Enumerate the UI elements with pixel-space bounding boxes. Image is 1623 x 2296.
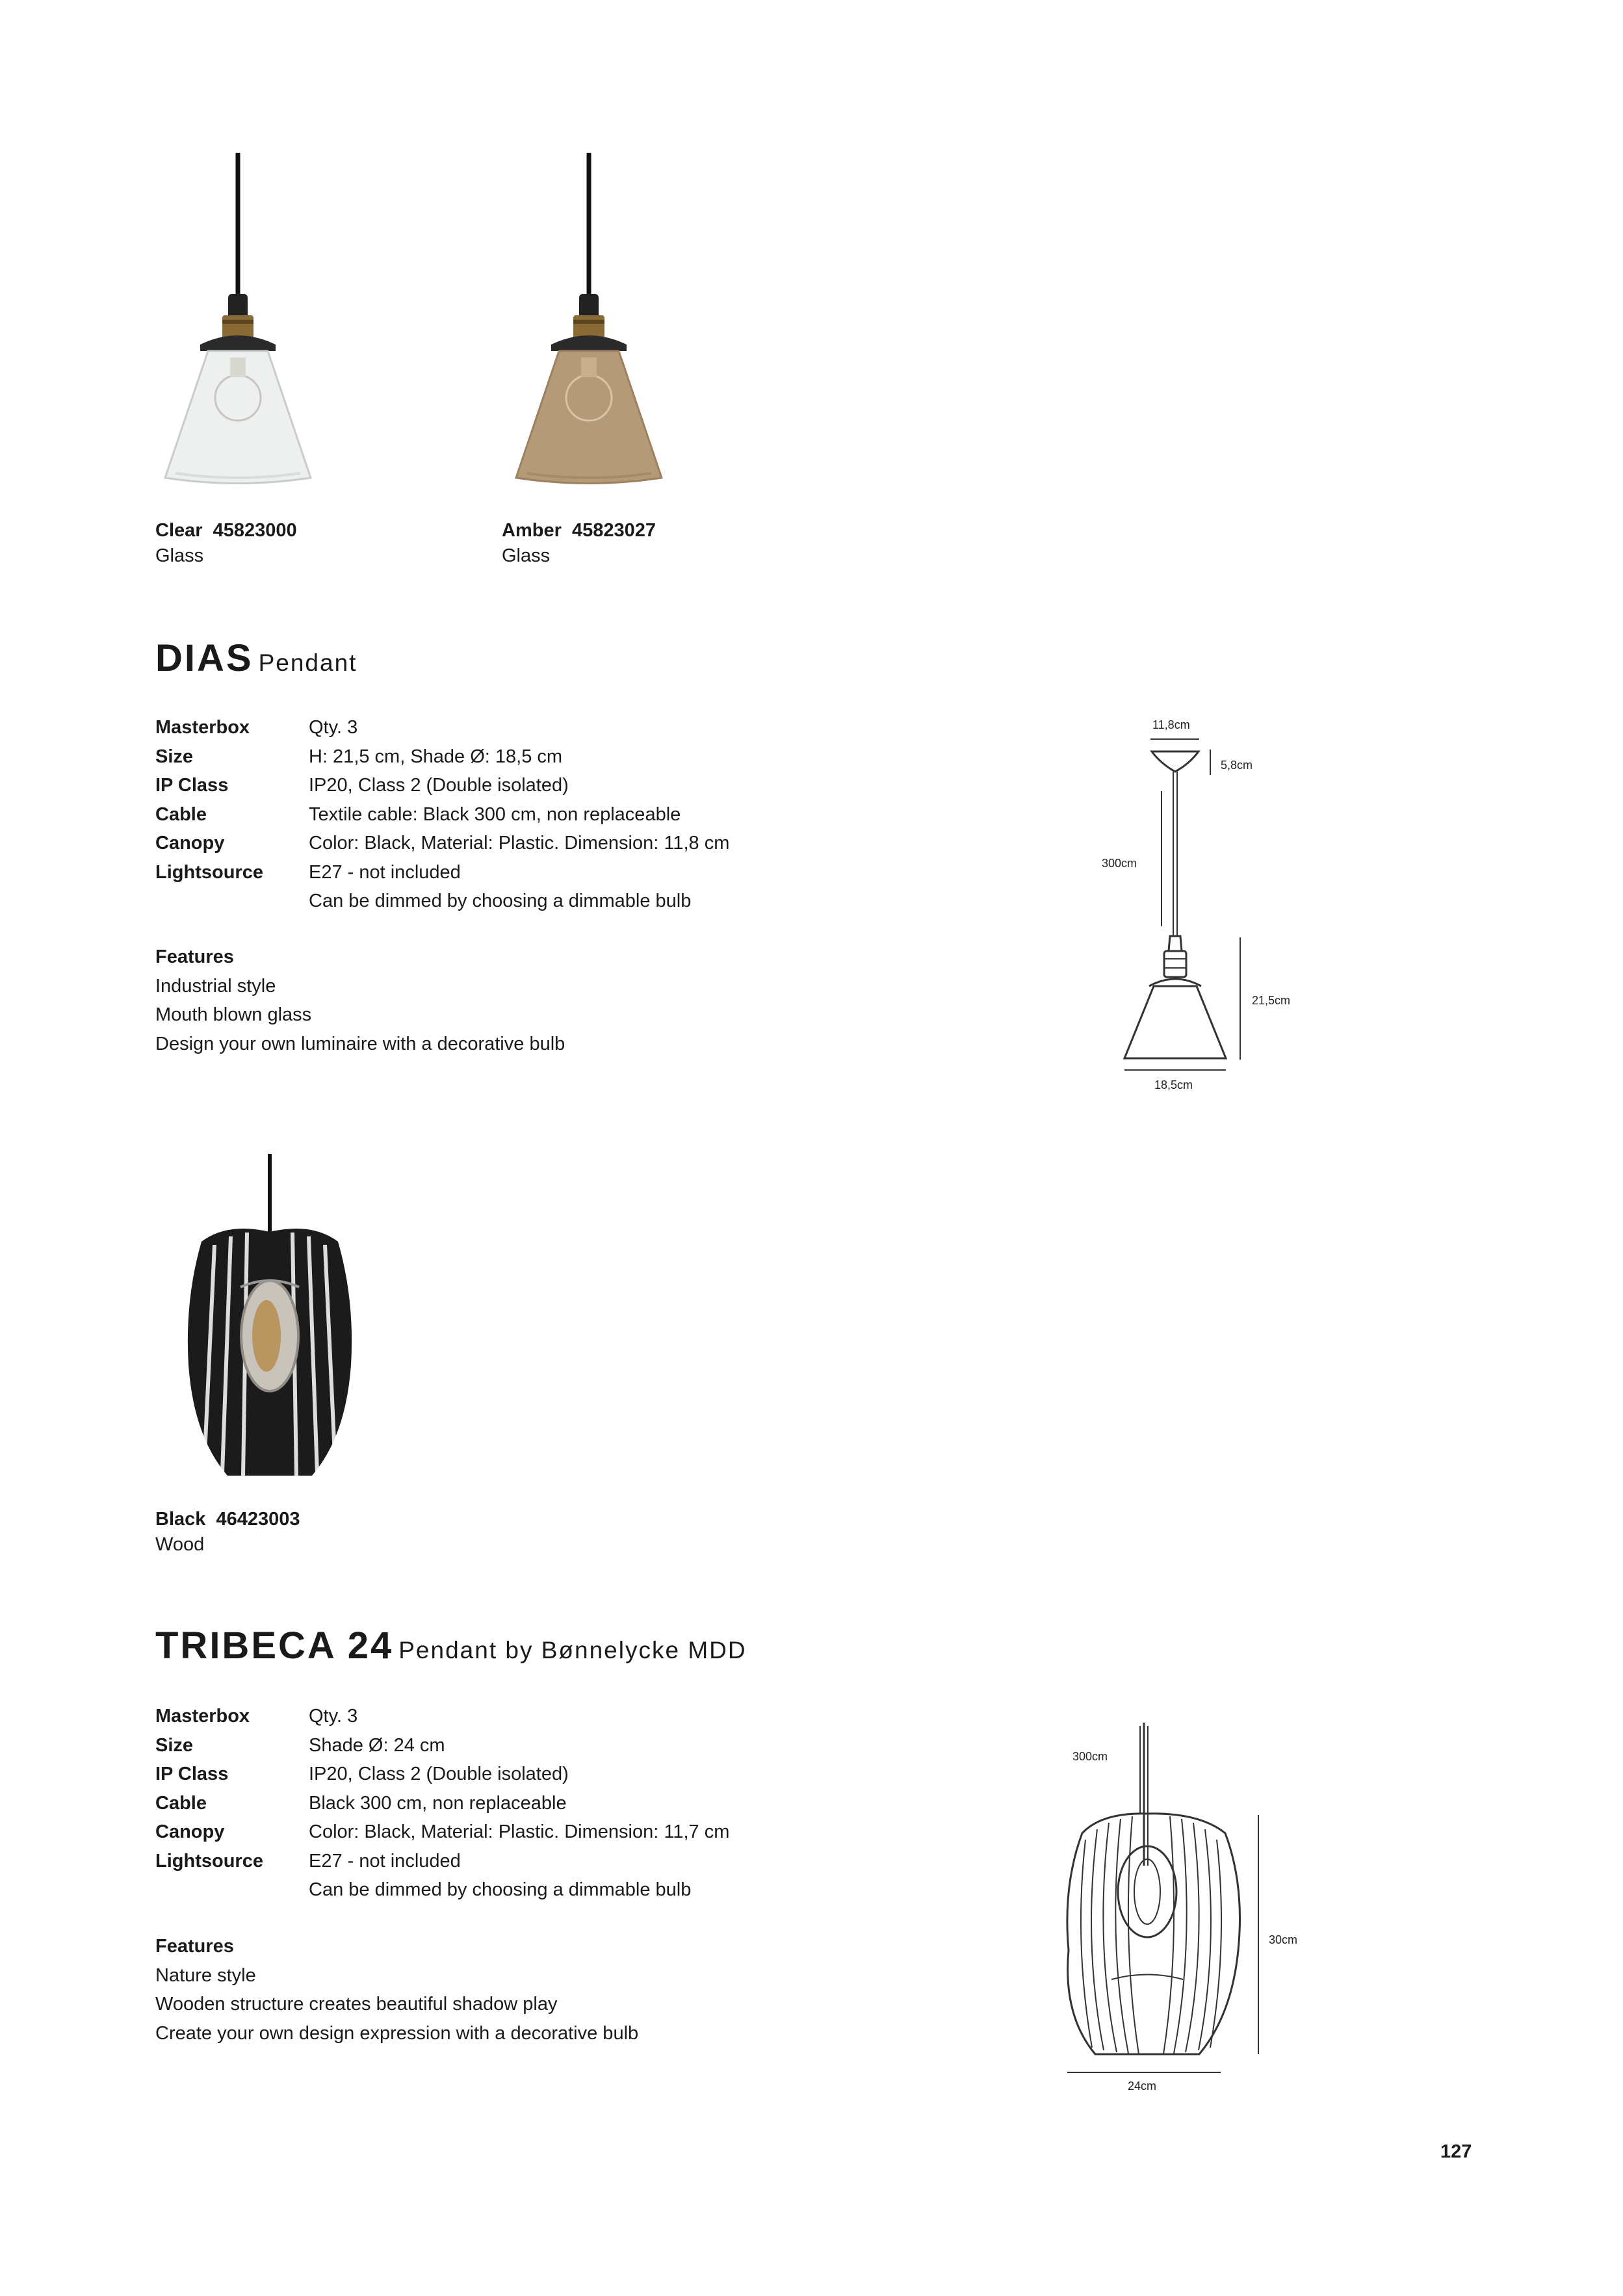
spec-row	[155, 800, 729, 829]
spec-row	[155, 1702, 729, 1731]
dim-shade-width: 18,5cm	[1154, 1078, 1193, 1091]
spec-row	[155, 829, 729, 858]
spec-key: Size	[155, 1734, 194, 1756]
spec-note: Can be dimmed by choosing a dimmable bulb	[309, 1879, 692, 1900]
spec-row	[155, 713, 729, 742]
spec-key: Canopy	[155, 833, 225, 854]
clear-glass-pendant-photo	[149, 150, 331, 494]
spec-row	[155, 1789, 729, 1818]
variant-caption-black	[155, 1507, 300, 1558]
spec-row	[155, 742, 729, 772]
amber-glass-pendant-photo	[500, 150, 682, 494]
features-tribeca	[155, 1932, 638, 2048]
black-wood-pendant-photo	[162, 1151, 442, 1489]
dim-canopy-height: 5,8cm	[1221, 759, 1253, 772]
feature-item: Create your own design expression with a decorative bulb	[155, 2022, 639, 2044]
dias-dimension-diagram	[1098, 712, 1313, 1112]
product-title-dias	[155, 636, 357, 686]
spec-row	[155, 1760, 729, 1789]
dim-shade-width: 24cm	[1128, 2080, 1157, 2093]
spec-row	[155, 771, 729, 800]
product-name: TRIBECA 24	[155, 1624, 394, 1667]
dim-height: 21,5cm	[1252, 994, 1291, 1007]
spec-key: Masterbox	[155, 1706, 250, 1727]
variant-code: Amber 45823027	[502, 520, 656, 541]
spec-value: H: 21,5 cm, Shade Ø: 18,5 cm	[309, 746, 563, 767]
variant-material: Glass	[155, 545, 204, 566]
feature-item: Mouth blown glass	[155, 1004, 312, 1025]
spec-key: IP Class	[155, 775, 229, 796]
dim-cable-length: 300cm	[1072, 1750, 1108, 1763]
spec-note: Can be dimmed by choosing a dimmable bulb	[309, 891, 692, 911]
variant-caption-amber	[502, 518, 656, 569]
tribeca-dimension-diagram	[1066, 1703, 1313, 2103]
variant-material: Wood	[155, 1534, 205, 1555]
spec-row	[155, 858, 729, 887]
features-heading: Features	[155, 1936, 234, 1957]
spec-row	[155, 1818, 729, 1847]
product-name: DIAS	[155, 637, 253, 679]
spec-key: IP Class	[155, 1764, 229, 1784]
spec-key: Canopy	[155, 1821, 225, 1842]
spec-value: Textile cable: Black 300 cm, non replaceable	[309, 803, 681, 825]
dim-cable-length: 300cm	[1102, 857, 1137, 870]
spec-value: Qty. 3	[309, 717, 358, 738]
spec-value: E27 - not included	[309, 861, 461, 883]
spec-value: Color: Black, Material: Plastic. Dimension: 11,8 cm	[309, 833, 730, 854]
feature-item: Design your own luminaire with a decorative bulb	[155, 1033, 565, 1054]
features-heading: Features	[155, 946, 234, 967]
spec-key: Masterbox	[155, 717, 250, 738]
page-number: 127	[1440, 2141, 1472, 2162]
feature-item: Nature style	[155, 1964, 256, 1986]
features-dias	[155, 943, 565, 1058]
spec-value: Color: Black, Material: Plastic. Dimension: 11,7 cm	[309, 1821, 730, 1842]
variant-code: Clear 45823000	[155, 520, 297, 541]
spec-value: Shade Ø: 24 cm	[309, 1734, 445, 1756]
spec-row	[155, 1731, 729, 1760]
product-title-tribeca	[155, 1623, 747, 1673]
product-subtitle: Pendant	[258, 649, 357, 676]
dim-canopy-width: 11,8cm	[1152, 718, 1190, 731]
spec-key: Cable	[155, 1792, 207, 1814]
spec-key: Size	[155, 746, 194, 767]
dim-height: 30cm	[1269, 1933, 1298, 1946]
spec-value: IP20, Class 2 (Double isolated)	[309, 1764, 569, 1784]
spec-table-dias	[155, 713, 729, 916]
spec-value: E27 - not included	[309, 1850, 461, 1872]
spec-row	[155, 1847, 729, 1876]
spec-value: Black 300 cm, non replaceable	[309, 1792, 567, 1814]
spec-key: Lightsource	[155, 1850, 263, 1872]
variant-caption-clear	[155, 518, 297, 569]
feature-item: Industrial style	[155, 975, 276, 997]
spec-key: Cable	[155, 803, 207, 825]
spec-value: IP20, Class 2 (Double isolated)	[309, 775, 569, 796]
variant-code: Black 46423003	[155, 1509, 300, 1530]
spec-key: Lightsource	[155, 861, 263, 883]
spec-value: Qty. 3	[309, 1706, 358, 1727]
feature-item: Wooden structure creates beautiful shadow play	[155, 1994, 558, 2015]
product-subtitle: Pendant by Bønnelycke MDD	[398, 1637, 747, 1663]
variant-material: Glass	[502, 545, 551, 566]
spec-table-tribeca	[155, 1702, 729, 1905]
